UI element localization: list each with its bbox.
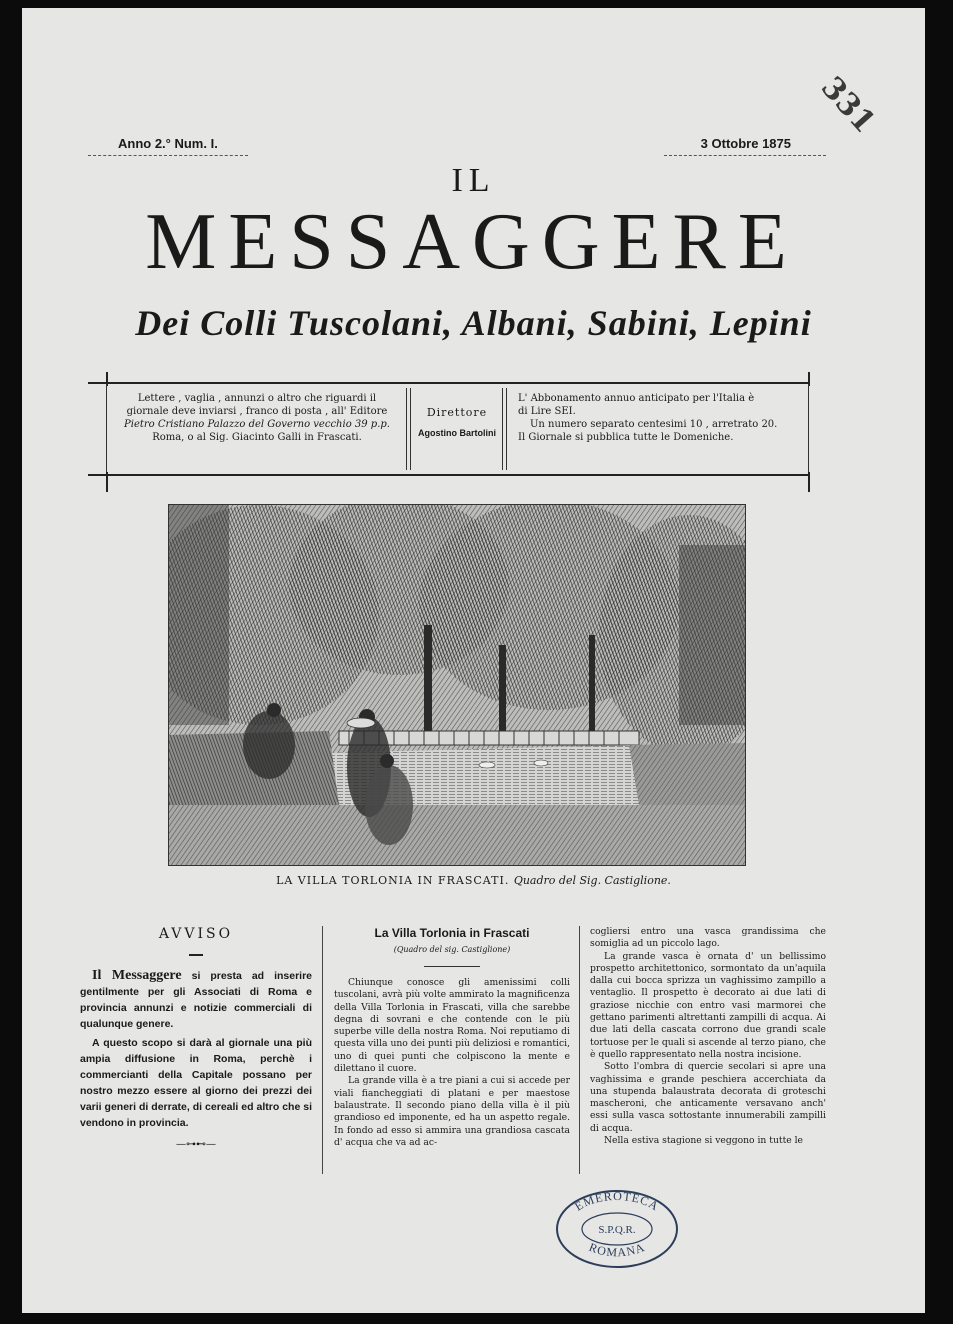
issue-number: Anno 2.° Num. I. xyxy=(118,136,218,151)
svg-text:EMEROTECA xyxy=(572,1189,662,1214)
article-column-1 xyxy=(334,926,570,1149)
issue-date: 3 Ottobre 1875 xyxy=(700,136,791,151)
article-paragraph: La grande vasca è ornata d' un bellissimo prospetto architettonico, sormontato da un'aquila dalla cui bocca sprizza un vaghissimo zampillo a ventaglio. Il prospetto è decorato ai due lati di graziose nicchie con entro vasi marmorei che gettano parimenti altrettanti zampilli di acqua. Ai due lati della cascata corrono due grandi scale tortuose per le quali si ascende al terzo piano, che è quello rappresentato nella nostra incisione. xyxy=(590,950,826,1060)
subscription-terms xyxy=(518,392,800,444)
box-divider xyxy=(406,388,407,470)
box-divider xyxy=(502,388,503,470)
masthead-title: MESSAGGERE xyxy=(145,198,799,286)
article-subtitle: (Quadro del sig. Castiglione) xyxy=(393,945,511,954)
subscription-info-box xyxy=(88,382,810,476)
article-paragraph: La grande villa è a tre piani a cui si accede per viali fiancheggiati di platani e per maestose balaustrate. Il secondo piano della villa è il più grandioso ed imponente, ed ha un aspetto regale. In fondo ad esso si ammira una grandiosa cascata d' acqua che va ad ac- xyxy=(334,1075,570,1148)
column-rule xyxy=(579,926,580,1174)
caption-main: LA VILLA TORLONIA IN FRASCATI. xyxy=(276,874,510,887)
box-tick xyxy=(106,472,108,492)
director-label: Direttore xyxy=(426,406,488,419)
stamp-middle-text: S.P.Q.R. xyxy=(598,1224,636,1236)
title-dash xyxy=(189,954,203,956)
article-paragraph: Sotto l'ombra di quercie secolari si apre una vaghissima e grande peschiera accerchiata da una stupenda balaustrata decorata di groteschi mascheroni, che anticamente versavano anch' essi sulla vasca sottostante innumerabili zampilli di acqua. xyxy=(590,1061,826,1134)
header-rule-right xyxy=(664,155,826,156)
svg-text:ROMANA xyxy=(587,1240,647,1260)
avviso-title: AVVISO xyxy=(158,926,234,942)
editor-line: Roma, o al Sig. Giacinto Galli in Frascati. xyxy=(152,432,362,443)
handwritten-page-number: 331 xyxy=(813,70,882,140)
terms-line: Il Giornale si pubblica tutte le Domeniche. xyxy=(518,432,734,443)
newspaper-page xyxy=(22,8,925,1313)
article-column-2 xyxy=(590,926,826,1147)
avviso-paragraph xyxy=(80,968,312,1032)
article-paragraph: Nella estiva stagione si veggono in tutte le xyxy=(604,1135,803,1147)
editor-line: giornale deve inviarsi , franco di posta , all' Editore xyxy=(126,406,388,417)
avviso-column xyxy=(80,926,312,1150)
terms-line: L' Abbonamento annuo anticipato per l'Italia è xyxy=(518,393,755,404)
stamp-top-text: EMEROTECA xyxy=(572,1188,662,1214)
article-rule xyxy=(424,966,480,967)
director-block xyxy=(412,406,502,440)
ornament-divider: —⊶⊷— xyxy=(176,1139,216,1150)
director-name: Agostino Bartolini xyxy=(418,428,496,438)
box-divider xyxy=(410,388,411,470)
header-rule-left xyxy=(88,155,248,156)
editor-line: Lettere , vaglia , annunzi o altro che riguardi il xyxy=(137,393,377,404)
editor-line: Pietro Cristiano Palazzo del Governo vecchio 39 p.p. xyxy=(124,419,390,430)
engraving-villa-torlonia xyxy=(168,504,746,866)
column-rule xyxy=(322,926,323,1174)
caption-credit: Quadro del Sig. Castiglione. xyxy=(513,874,671,887)
masthead-subtitle: Dei Colli Tuscolani, Albani, Sabini, Lepini xyxy=(135,303,812,343)
library-stamp xyxy=(553,1186,681,1272)
masthead-il: IL xyxy=(451,162,496,199)
stamp-bottom-text: ROMANA xyxy=(586,1239,648,1260)
article-paragraph: Chiunque conosce gli amenissimi colli tuscolani, avrà più volte ammirato la magnificenza della Villa Torlonia in Frascati, villa che sarebbe degna di sovrani e che contende con le più superbe ville della nostra Roma. Noi reputiamo di questa villa uno dei punti più deliziosi e romantici, uno di quei punti che colpiscono la mente e dilettano il cuore. xyxy=(334,977,570,1075)
avviso-text: si presta ad inserire gentilmente per gli Associati di Roma e provincia annunzi e notizie commerciali di qualunque genere. xyxy=(80,970,313,1030)
box-divider xyxy=(808,384,809,472)
editor-contact xyxy=(116,392,398,444)
avviso-lead: Il Messaggere xyxy=(92,968,182,983)
box-divider xyxy=(506,388,507,470)
terms-line: Un numero separato centesimi 10 , arretrato 20. xyxy=(530,419,778,430)
box-divider xyxy=(106,384,107,472)
article-title: La Villa Torlonia in Frascati xyxy=(374,926,530,940)
avviso-paragraph: A questo scopo si darà al giornale una più ampia diffusione in Roma, perchè i commercianti della Capitale possano per nostro mezzo essere al giorno dei prezzi dei varii generi di derrate, di cereali ed altro che si vendono in provincia. xyxy=(80,1037,312,1129)
box-tick xyxy=(808,472,810,492)
article-paragraph: cogliersi entro una vasca grandissima che somiglia ad un piccolo lago. xyxy=(590,926,826,950)
terms-line: di Lire SEI. xyxy=(518,406,576,417)
illustration-caption xyxy=(22,874,925,887)
